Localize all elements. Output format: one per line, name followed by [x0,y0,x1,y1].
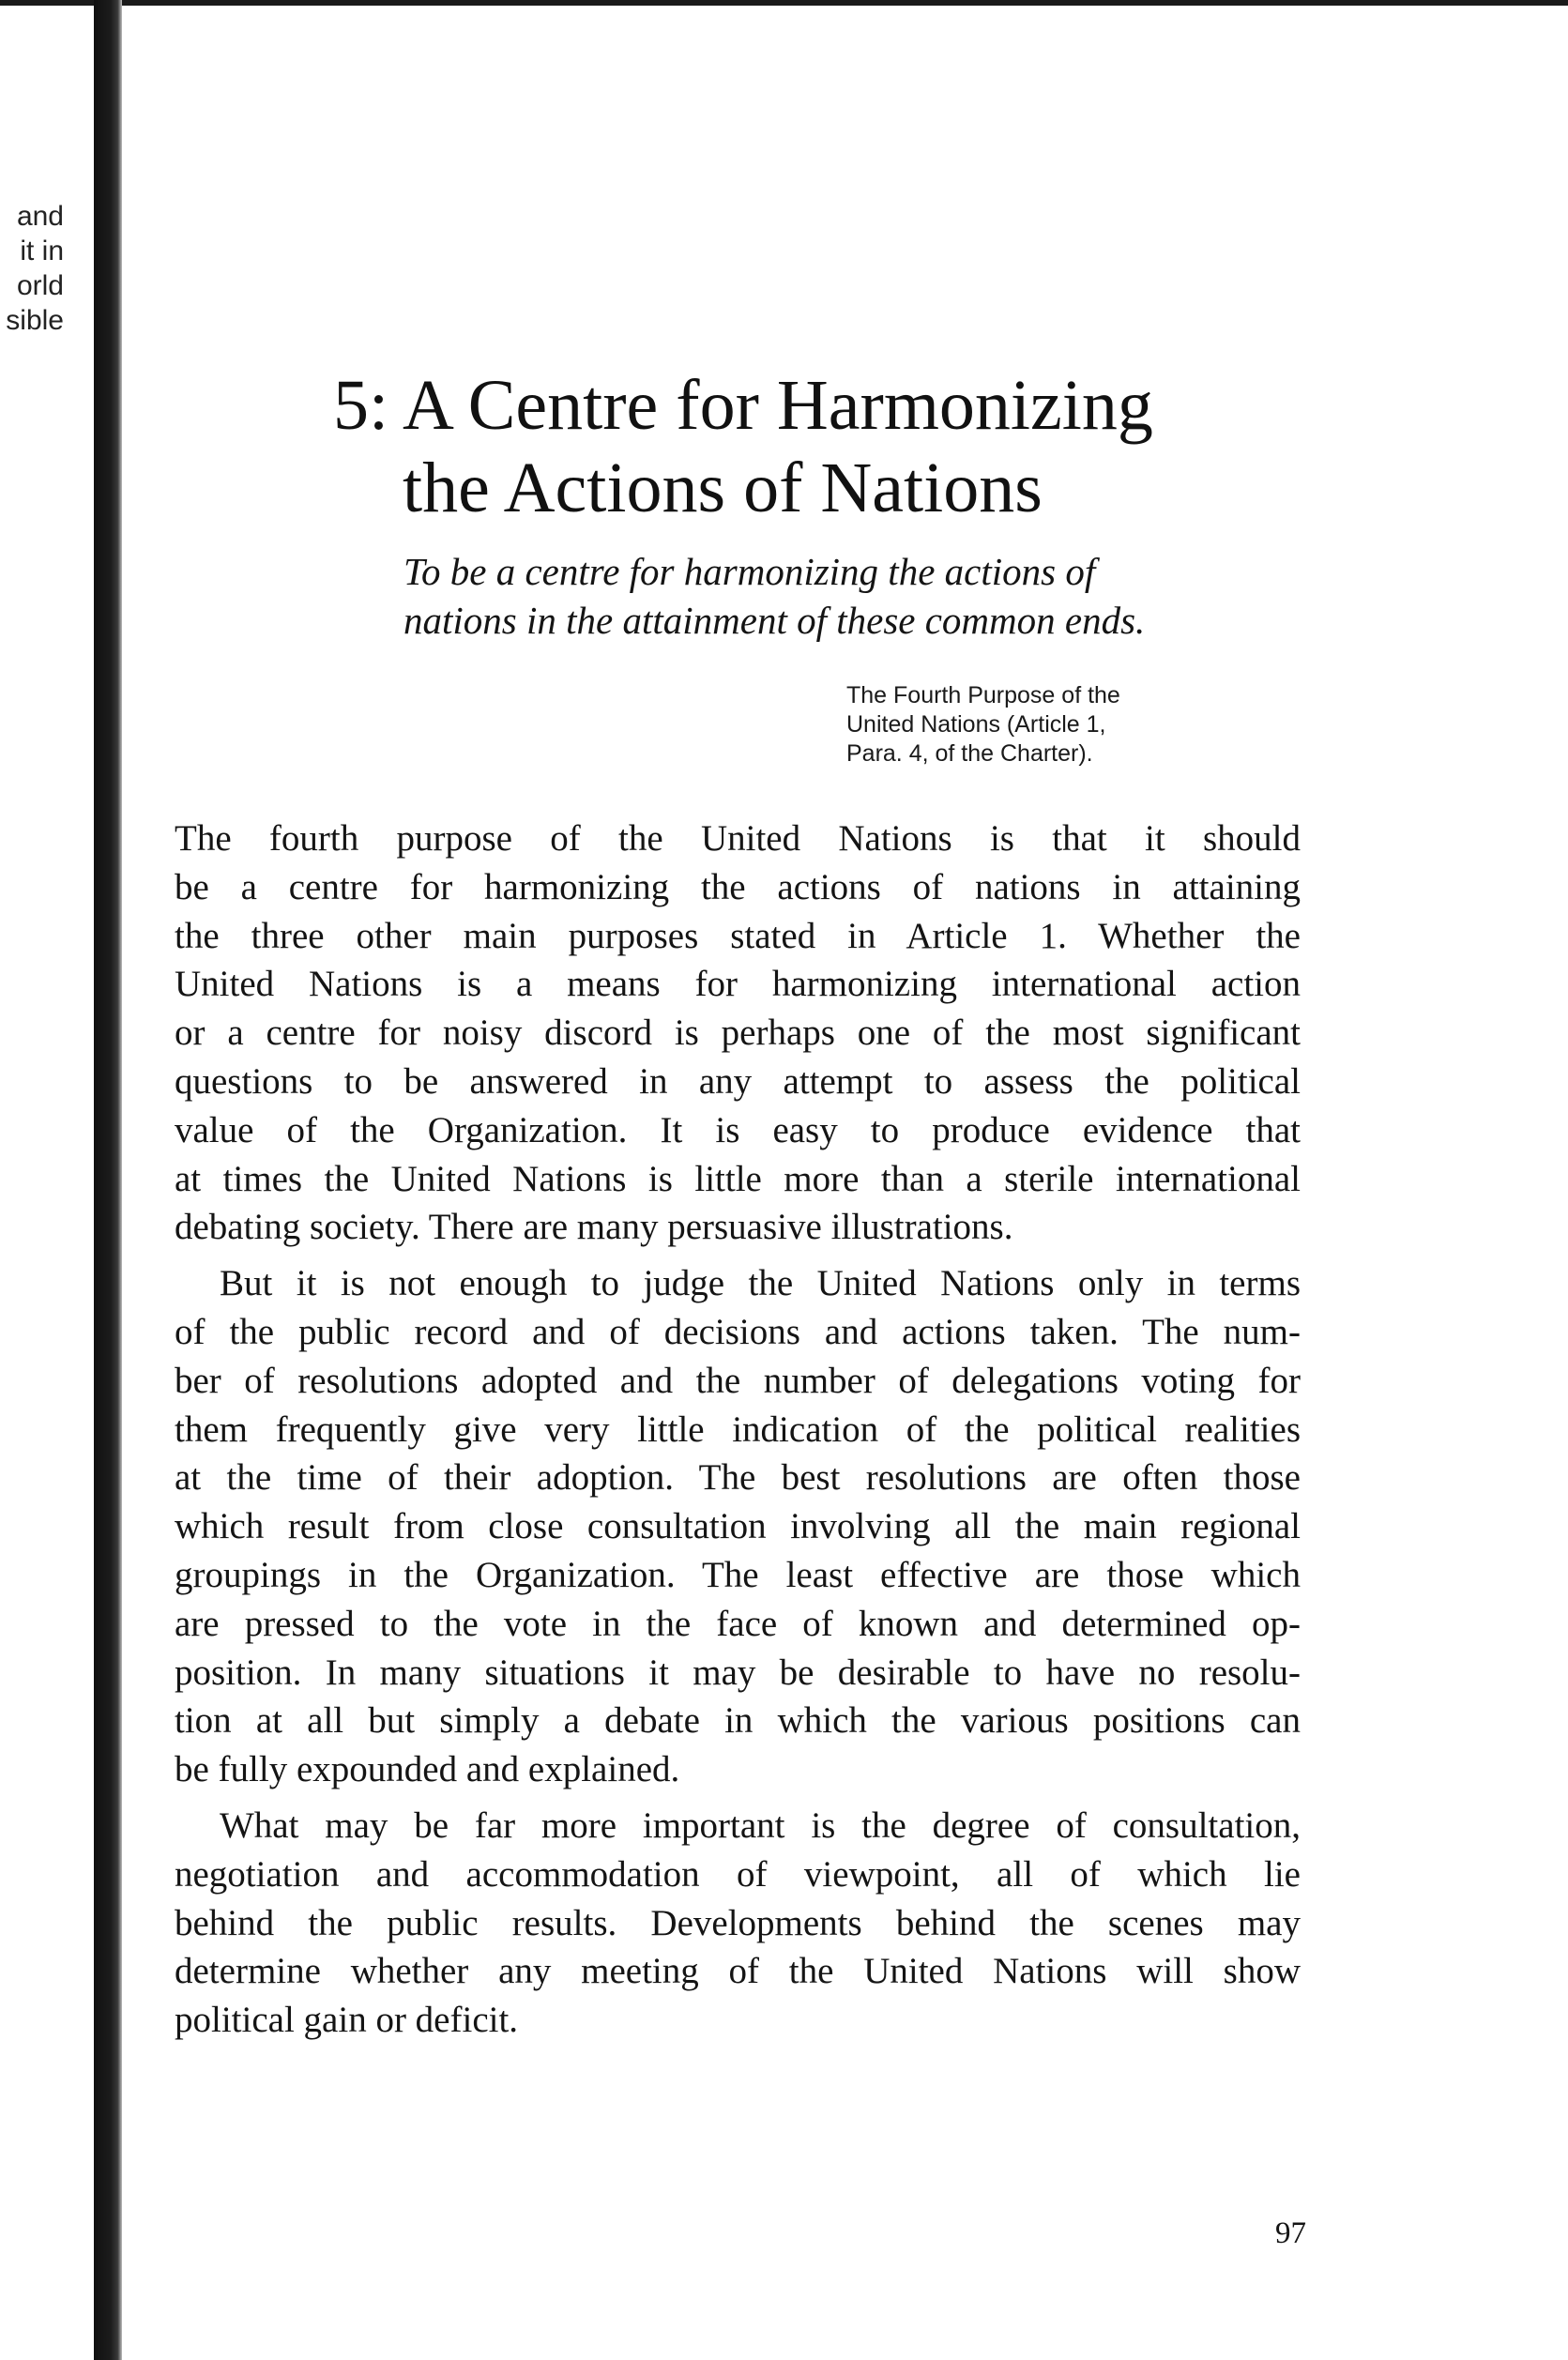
text-line: which result from close consultation involving all the main regional [175,1506,1301,1547]
text-line: political gain or deficit. [175,2000,519,2041]
text-line: United Nations is a means for harmonizing international action [175,964,1301,1005]
paragraph-2 [175,1259,1301,1794]
text-line: The fourth purpose of the United Nations is that it should [175,818,1301,859]
previous-page-line: it in [20,236,64,266]
text-line: What may be far more important is the degree of consultation, [220,1804,1301,1846]
previous-page-line: orld [16,270,64,301]
attribution-line: The Fourth Purpose of the [846,682,1120,708]
epigraph-quote [403,547,1342,645]
attribution-line: Para. 4, of the Charter). [846,740,1093,767]
page-number: 97 [1275,2216,1306,2250]
text-line: determine whether any meeting of the United Nations will show [175,1951,1301,1992]
paragraph-1 [175,815,1301,1252]
text-line: behind the public results. Developments behind the scenes may [175,1902,1301,1943]
previous-page-fragment [0,199,64,338]
text-line: value of the Organization. It is easy to produce evidence that [175,1109,1301,1150]
text-line: the three other main purposes stated in Article 1. Whether the [175,915,1301,956]
chapter-title-line: A Centre for Harmonizing [403,366,1153,445]
text-line: or a centre for noisy discord is perhaps one of the most significant [175,1013,1301,1054]
chapter-number: 5: [333,366,389,445]
text-line: be a centre for harmonizing the actions of nations in attaining [175,866,1301,907]
text-line: at times the United Nations is little more than a sterile international [175,1158,1301,1199]
text-line: are pressed to the vote in the face of known and determined op- [175,1603,1301,1644]
text-line: be fully expounded and explained. [175,1749,680,1790]
body-text [175,815,1301,2052]
text-line: at the time of their adoption. The best resolutions are often those [175,1457,1301,1499]
text-line: negotiation and accommodation of viewpoint, all of which lie [175,1853,1301,1895]
text-line: debating society. There are many persuasive illustrations. [175,1207,1013,1248]
text-line: position. In many situations it may be desirable to have no resolu- [175,1652,1301,1693]
previous-page-line: and [16,201,64,232]
chapter-title-line: the Actions of Nations [403,449,1043,527]
text-line: of the public record and of decisions and actions taken. The num- [175,1311,1301,1352]
text-line: questions to be answered in any attempt to assess the political [175,1060,1301,1102]
text-line: groupings in the Organization. The least effective are those which [175,1554,1301,1595]
text-line: them frequently give very little indication of the political realities [175,1408,1301,1450]
text-line: tion at all but simply a debate in which the various positions can [175,1700,1301,1742]
chapter-title [333,364,1328,529]
book-spine-shadow [94,0,122,2360]
epigraph-line: nations in the attainment of these common ends. [403,599,1146,642]
attribution-line: United Nations (Article 1, [846,711,1106,738]
epigraph-attribution [846,681,1297,769]
text-line: ber of resolutions adopted and the number of delegations voting for [175,1360,1301,1401]
paragraph-3 [175,1802,1301,2045]
page-top-edge [0,0,1568,6]
text-line: But it is not enough to judge the United Nations only in terms [220,1263,1301,1304]
previous-page-line: sible [6,305,64,336]
epigraph-line: To be a centre for harmonizing the actions of [403,550,1096,593]
